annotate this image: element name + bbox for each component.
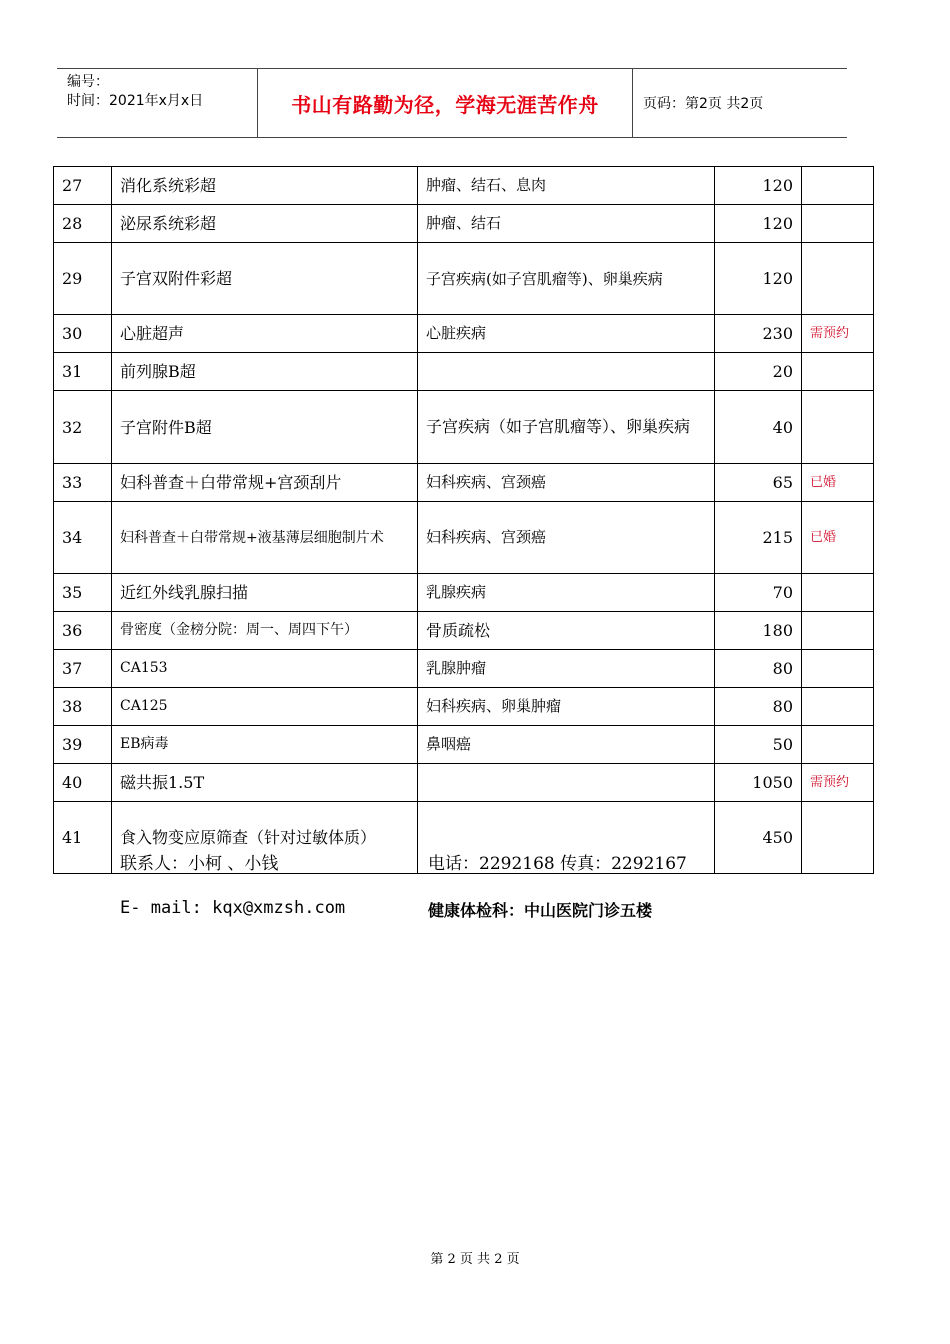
row-item-name: 食入物变应原筛查（针对过敏体质） bbox=[112, 802, 418, 874]
page-header bbox=[57, 68, 847, 138]
table-row bbox=[54, 502, 874, 574]
table-row bbox=[54, 764, 874, 802]
table-row bbox=[54, 243, 874, 315]
row-price: 230 bbox=[715, 315, 802, 353]
row-note: 已婚 bbox=[802, 502, 874, 574]
row-number: 30 bbox=[54, 315, 112, 353]
row-note: 需预约 bbox=[802, 315, 874, 353]
row-item-name: 泌尿系统彩超 bbox=[112, 205, 418, 243]
table-row bbox=[54, 650, 874, 688]
row-disease: 子宫疾病（如子宫肌瘤等）、卵巢疾病 bbox=[418, 391, 715, 464]
code-label: 编号： bbox=[67, 74, 109, 90]
row-number: 40 bbox=[54, 764, 112, 802]
row-item-name: 消化系统彩超 bbox=[112, 167, 418, 205]
row-note bbox=[802, 726, 874, 764]
row-disease bbox=[418, 353, 715, 391]
header-page-info: 页码：第2页 共2页 bbox=[643, 96, 764, 112]
row-item-name: 磁共振1.5T bbox=[112, 764, 418, 802]
table-row bbox=[54, 612, 874, 650]
row-note bbox=[802, 167, 874, 205]
row-item-name: 妇科普查＋白带常规+宫颈刮片 bbox=[112, 464, 418, 502]
row-note: 已婚 bbox=[802, 464, 874, 502]
row-price: 180 bbox=[715, 612, 802, 650]
row-item-name: CA125 bbox=[112, 688, 418, 726]
table-row bbox=[54, 353, 874, 391]
row-disease: 心脏疾病 bbox=[418, 315, 715, 353]
row-number: 39 bbox=[54, 726, 112, 764]
row-disease: 妇科疾病、卵巢肿瘤 bbox=[418, 688, 715, 726]
row-disease: 骨质疏松 bbox=[418, 612, 715, 650]
table-row bbox=[54, 167, 874, 205]
table-row bbox=[54, 315, 874, 353]
row-note bbox=[802, 650, 874, 688]
row-disease: 妇科疾病、宫颈癌 bbox=[418, 464, 715, 502]
row-price: 450 bbox=[715, 802, 802, 874]
row-item-name: CA153 bbox=[112, 650, 418, 688]
row-price: 1050 bbox=[715, 764, 802, 802]
row-price: 80 bbox=[715, 688, 802, 726]
row-note bbox=[802, 353, 874, 391]
row-note bbox=[802, 243, 874, 315]
row-price: 120 bbox=[715, 167, 802, 205]
header-meta bbox=[57, 69, 258, 137]
row-number: 32 bbox=[54, 391, 112, 464]
row-item-name: 子宫双附件彩超 bbox=[112, 243, 418, 315]
contact-email[interactable]: E- mail: kqx@xmzsh.com bbox=[120, 898, 346, 918]
row-note bbox=[802, 612, 874, 650]
row-price: 50 bbox=[715, 726, 802, 764]
row-price: 65 bbox=[715, 464, 802, 502]
row-number: 29 bbox=[54, 243, 112, 315]
row-number: 34 bbox=[54, 502, 112, 574]
row-note bbox=[802, 205, 874, 243]
row-number: 33 bbox=[54, 464, 112, 502]
department-location: 健康体检科：中山医院门诊五楼 bbox=[428, 901, 653, 920]
row-disease bbox=[418, 764, 715, 802]
row-note: 需预约 bbox=[802, 764, 874, 802]
row-note bbox=[802, 688, 874, 726]
row-number: 41 bbox=[54, 802, 112, 874]
row-note bbox=[802, 802, 874, 874]
row-number: 27 bbox=[54, 167, 112, 205]
table-row bbox=[54, 205, 874, 243]
row-item-name: 妇科普查＋白带常规+液基薄层细胞制片术 bbox=[112, 502, 418, 574]
exam-items-table bbox=[53, 166, 874, 874]
row-item-name: EB病毒 bbox=[112, 726, 418, 764]
row-price: 70 bbox=[715, 574, 802, 612]
row-price: 80 bbox=[715, 650, 802, 688]
row-number: 36 bbox=[54, 612, 112, 650]
row-disease: 子宫疾病(如子宫肌瘤等)、卵巢疾病 bbox=[418, 243, 715, 315]
row-price: 20 bbox=[715, 353, 802, 391]
header-slogan: 书山有路勤为径，学海无涯苦作舟 bbox=[258, 69, 633, 137]
row-item-name: 前列腺B超 bbox=[112, 353, 418, 391]
table-row bbox=[54, 726, 874, 764]
table-row bbox=[54, 688, 874, 726]
row-note bbox=[802, 391, 874, 464]
table-row bbox=[54, 464, 874, 502]
table-row bbox=[54, 574, 874, 612]
row-number: 31 bbox=[54, 353, 112, 391]
row-price: 40 bbox=[715, 391, 802, 464]
contact-person: 联系人：小柯 、小钱 bbox=[120, 854, 279, 874]
row-disease: 乳腺疾病 bbox=[418, 574, 715, 612]
row-price: 215 bbox=[715, 502, 802, 574]
row-item-name: 骨密度（金榜分院：周一、周四下午） bbox=[112, 612, 418, 650]
row-price: 120 bbox=[715, 205, 802, 243]
page-footer: 第 2 页 共 2 页 bbox=[430, 1252, 520, 1267]
row-item-name: 心脏超声 bbox=[112, 315, 418, 353]
row-price: 120 bbox=[715, 243, 802, 315]
row-disease: 肿瘤、结石、息肉 bbox=[418, 167, 715, 205]
time-line: 时间：2021年x月x日 bbox=[67, 93, 204, 109]
row-item-name: 近红外线乳腺扫描 bbox=[112, 574, 418, 612]
row-item-name: 子宫附件B超 bbox=[112, 391, 418, 464]
contact-phone-fax: 电话：2292168 传真：2292167 bbox=[428, 854, 687, 874]
row-disease: 肿瘤、结石 bbox=[418, 205, 715, 243]
row-disease: 鼻咽癌 bbox=[418, 726, 715, 764]
row-number: 38 bbox=[54, 688, 112, 726]
table-row bbox=[54, 391, 874, 464]
row-disease: 妇科疾病、宫颈癌 bbox=[418, 502, 715, 574]
row-note bbox=[802, 574, 874, 612]
row-number: 37 bbox=[54, 650, 112, 688]
row-number: 35 bbox=[54, 574, 112, 612]
row-number: 28 bbox=[54, 205, 112, 243]
row-disease: 乳腺肿瘤 bbox=[418, 650, 715, 688]
